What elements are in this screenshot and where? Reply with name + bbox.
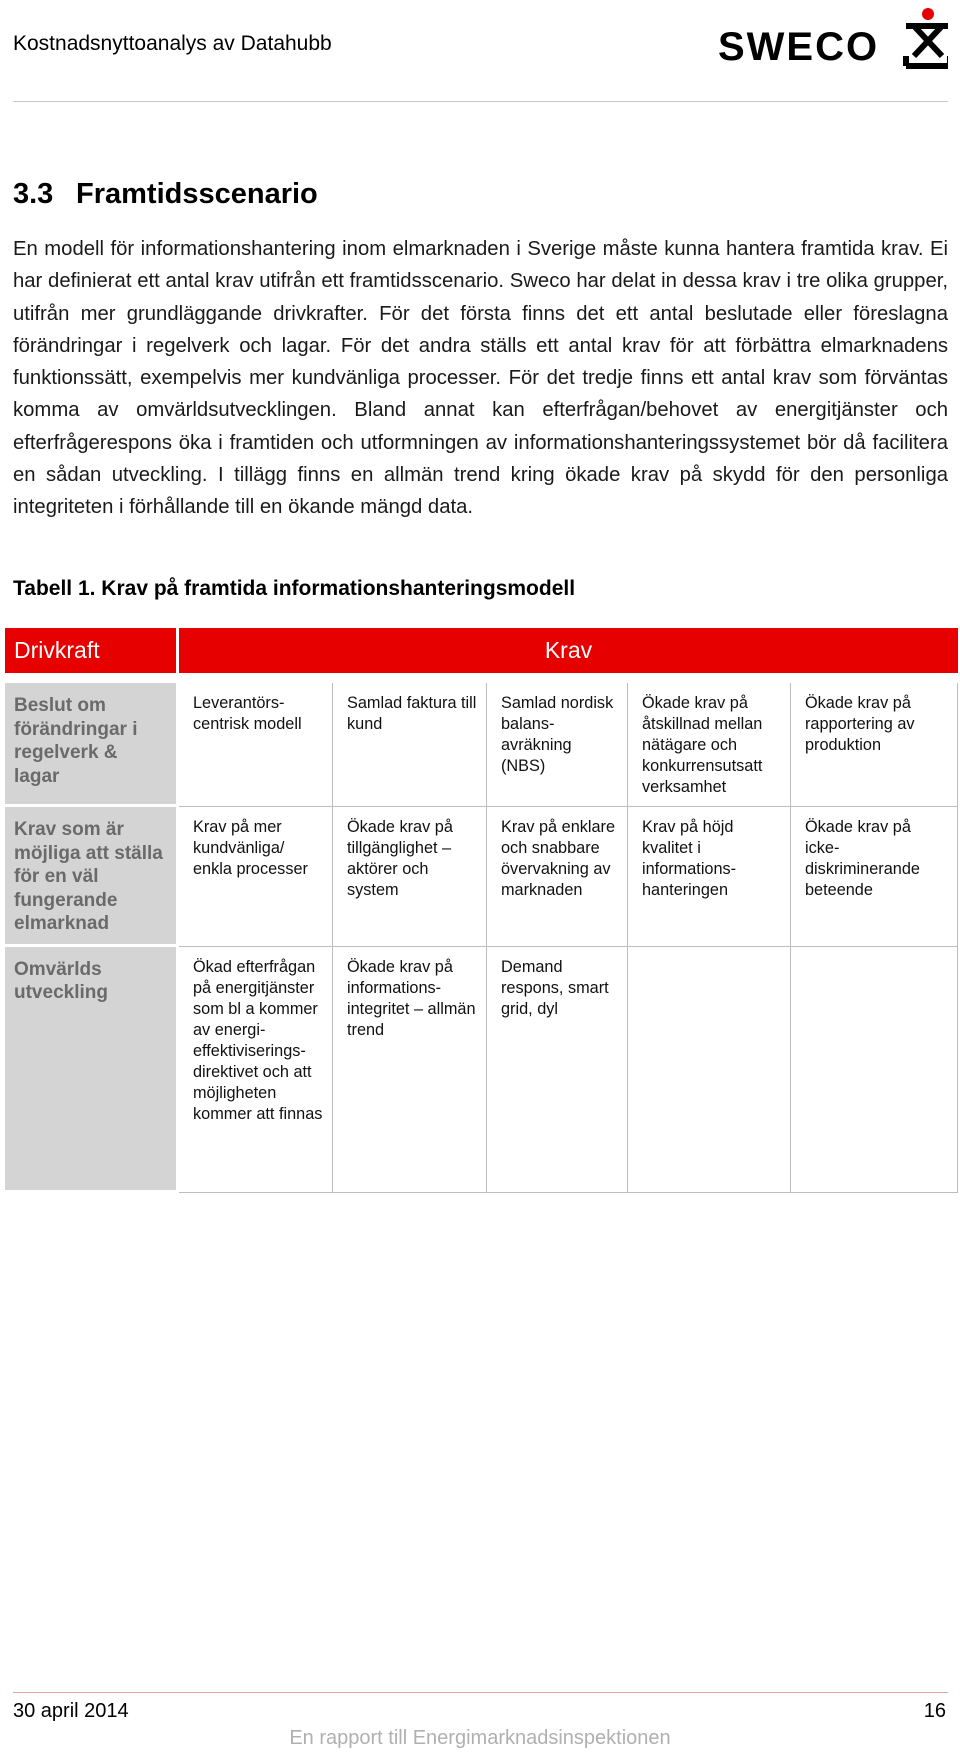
table-cell: Ökade krav på rapportering av produktion xyxy=(791,683,958,807)
table-cell: Samlad nordisk balans-avräkning (NBS) xyxy=(487,683,628,807)
header-drivkraft: Drivkraft xyxy=(5,628,179,673)
table-cell: Leverantörs-centrisk modell xyxy=(179,683,333,807)
table-row xyxy=(5,683,958,807)
table-cell xyxy=(791,947,958,1193)
row-label: Omvärlds utveckling xyxy=(5,947,179,1193)
table-cell: Ökade krav på åtskillnad mellan nätägare och konkurrensutsatt verksamhet xyxy=(628,683,791,807)
section-number: 3.3 xyxy=(13,178,54,210)
body-paragraph: En modell för informationshantering inom elmarknaden i Sverige måste kunna hantera framtida krav. Ei har definierat ett antal krav utifrån ett framtidsscenario. Sweco har delat in dessa krav i tre olika grupper, utifrån mer grundläggande drivkrafter. För det första finns det ett antal beslutade eller föreslagna förändringar i regelverk och lagar. För det andra ställs ett antal krav för att förbättra elmarknadens funktionssätt, exempelvis mer kundvänliga processer. För det tredje finns ett antal krav som förväntas komma av omvärldsutvecklingen. Bland annat kan efterfrågan/behovet av energitjänster och efterfrågerespons öka i framtiden och utformningen av informationshanteringssystemet bör då facilitera en sådan utveckling. I tillägg finns en allmän trend kring ökade krav på skydd för den personliga integriteten i förhållande till en ökande mängd data. xyxy=(13,238,948,519)
table-header-row xyxy=(5,628,958,673)
section-title: Framtidsscenario xyxy=(76,178,318,210)
table-cell: Samlad faktura till kund xyxy=(333,683,487,807)
logo-text: SWECO xyxy=(718,25,880,69)
header-krav: Krav xyxy=(179,628,958,673)
table-cell: Krav på höjd kvalitet i informations-hanteringen xyxy=(628,807,791,947)
table-cell: Ökade krav på icke-diskriminerande beteende xyxy=(791,807,958,947)
footer-divider xyxy=(13,1692,948,1693)
footer-subtitle: En rapport till Energimarknadsinspektionen xyxy=(289,1727,671,1749)
sweco-logo xyxy=(718,6,948,72)
row-label: Beslut om förändringar i regelverk & lagar xyxy=(5,683,179,807)
table-cell: Krav på mer kundvänliga/ enkla processer xyxy=(179,807,333,947)
table-cell: Demand respons, smart grid, dyl xyxy=(487,947,628,1193)
row-label: Krav som är möjliga att ställa för en väl fungerande elmarknad xyxy=(5,807,179,947)
table-row xyxy=(5,947,958,1193)
table-caption: Tabell 1. Krav på framtida informationshanteringsmodell xyxy=(13,577,576,600)
table-cell: Ökade krav på informations-integritet – allmän trend xyxy=(333,947,487,1193)
table-row xyxy=(5,807,958,947)
page-number: 16 xyxy=(923,1700,946,1722)
table-cell: Krav på enklare och snabbare övervakning av marknaden xyxy=(487,807,628,947)
table-cell: Ökade krav på tillgänglighet – aktörer och system xyxy=(333,807,487,947)
section-heading xyxy=(13,178,318,211)
table-cell xyxy=(628,947,791,1193)
document-title: Kostnadsnyttoanalys av Datahubb xyxy=(13,32,332,55)
table-cell: Ökad efterfrågan på energitjänster som bl a kommer av energi-effektiviserings-direktivet och att möjligheten kommer att finnas xyxy=(179,947,333,1193)
krav-table xyxy=(5,628,958,1193)
page-header xyxy=(13,0,948,102)
footer-date: 30 april 2014 xyxy=(13,1700,129,1722)
